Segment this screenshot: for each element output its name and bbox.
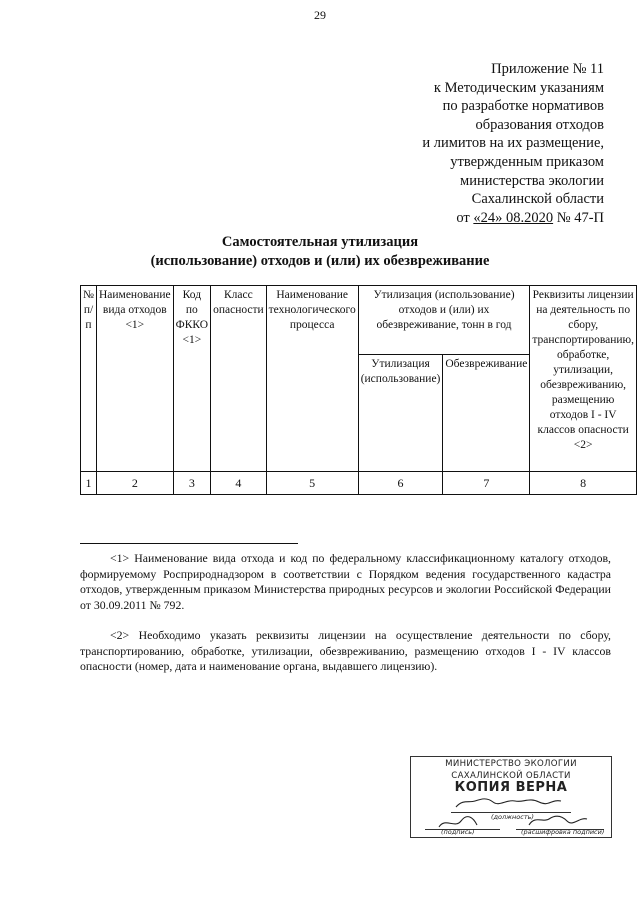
waste-utilization-table (80, 285, 637, 495)
position-label: (должность) (491, 813, 534, 821)
header-utilization-group: Утилизация (использование) отходов и (или) их обезвреживание, тонн в год (358, 286, 530, 355)
column-number: 1 (81, 472, 97, 495)
signature-label: (подпись) (441, 828, 475, 836)
appendix-line: Сахалинской области (471, 191, 604, 208)
header-utilization: Утилизация (использование) (358, 355, 443, 472)
document-title (0, 233, 640, 271)
table-row (81, 472, 637, 495)
table-header-row (81, 286, 637, 355)
column-number: 4 (211, 472, 267, 495)
stamp-org-line-1: МИНИСТЕРСТВО ЭКОЛОГИИ (445, 759, 577, 769)
appendix-block (422, 60, 604, 227)
order-date-prefix: от (456, 209, 474, 226)
handwritten-signatures (411, 757, 611, 837)
order-number: № 47-П (553, 209, 604, 226)
column-number: 3 (173, 472, 210, 495)
appendix-line: министерства экологии (460, 172, 604, 189)
certified-copy-stamp (410, 756, 612, 838)
appendix-order-line (422, 209, 604, 228)
column-number: 6 (358, 472, 443, 495)
appendix-line: и лимитов на их размещение, (422, 135, 604, 152)
column-number: 5 (266, 472, 358, 495)
column-number: 2 (96, 472, 173, 495)
title-line-1: Самостоятельная утилизация (221, 234, 419, 250)
column-number: 7 (443, 472, 530, 495)
order-date: «24» 08.2020 (473, 209, 554, 226)
title-line-2: (использование) отходов и (или) их обезвреживание (150, 253, 490, 269)
appendix-line: образования отходов (475, 116, 604, 133)
decoding-label: (расшифровка подписи) (521, 828, 605, 836)
footnote-separator (80, 543, 298, 544)
header-num: № п/п (81, 286, 97, 472)
appendix-line: по разработке нормативов (442, 98, 604, 115)
header-license: Реквизиты лицензии на деятельность по сбору, транспортированию, обработке, утилизации, обезвреживанию, размещению отходов I - IV классов опасности <2> (530, 286, 637, 472)
footnote-1: <1> Наименование вида отхода и код по федеральному классификационному каталогу отходов, формируемому Росприроднадзором в соответствии с Порядком ведения государственного кадастра отходов, утвержденным приказом Министерства природных ресурсов и экологии Российской Федерации от 30.09.2011 № 792. (80, 551, 611, 612)
stamp-title: КОПИЯ ВЕРНА (454, 780, 568, 795)
stamp-org-line-2: САХАЛИНСКОЙ ОБЛАСТИ (451, 771, 571, 781)
header-waste-name: Наименование вида отходов <1> (96, 286, 173, 472)
header-fkko-code: Код по ФККО <1> (173, 286, 210, 472)
appendix-line: Приложение № 11 (491, 61, 604, 77)
header-hazard-class: Класс опасности (211, 286, 267, 472)
header-neutralization: Обезвреживание (443, 355, 530, 472)
column-number: 8 (530, 472, 637, 495)
header-process-name: Наименование технологического процесса (266, 286, 358, 472)
footnote-2: <2> Необходимо указать реквизиты лицензии на осуществление деятельности по сбору, транспортированию, обработке, утилизации, обезвреживанию, размещению отходов I - IV классов опасности (номер, дата и наименование органа, выдавшего лицензию). (80, 628, 611, 673)
appendix-line: утвержденным приказом (450, 153, 604, 170)
page-number: 29 (314, 8, 326, 22)
appendix-line: к Методическим указаниям (433, 79, 604, 96)
